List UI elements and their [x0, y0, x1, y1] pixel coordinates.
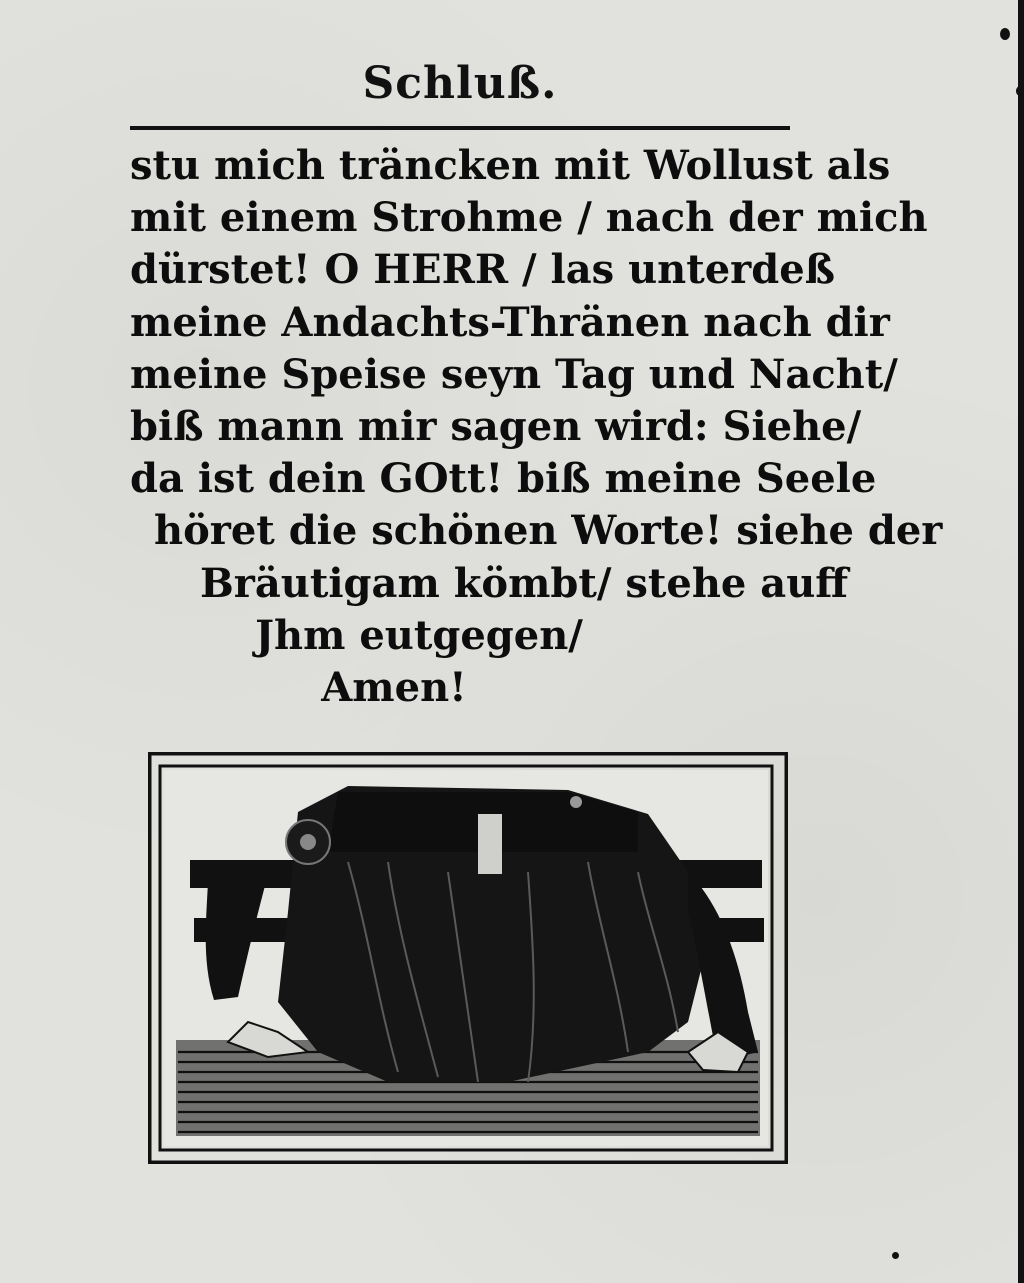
text-line: mit einem Strohme / nach der mich: [130, 194, 928, 242]
text-line: biß mann mir sagen wird: Siehe/: [130, 402, 862, 450]
woodcut-illustration: [148, 752, 788, 1164]
ink-speck: [1016, 86, 1024, 96]
text-line: meine Speise seyn Tag und Nacht/: [130, 350, 898, 398]
body-text: [130, 140, 943, 714]
text-line: Amen!: [321, 663, 467, 711]
running-head: Schluß.: [362, 58, 558, 109]
text-line: höret die schönen Worte! siehe der: [154, 507, 943, 555]
page-edge-shadow: [1018, 0, 1024, 1283]
text-line: stu mich träncken mit Wollust als: [130, 142, 891, 189]
ink-speck: [1000, 28, 1010, 40]
ink-speck: [892, 1252, 899, 1259]
text-line: Jhm eutgegen/: [255, 611, 583, 659]
text-line: meine Andachts-Thränen nach dir: [130, 298, 890, 346]
text-line: dürstet! O HERR / las unterdeß: [130, 246, 836, 294]
text-line: da ist dein GOtt! biß meine Seele: [130, 455, 877, 503]
ark-woodcut-image: [148, 752, 788, 1164]
head-rule: [130, 126, 790, 130]
text-line: Bräutigam kömbt/ stehe auff: [200, 559, 849, 607]
